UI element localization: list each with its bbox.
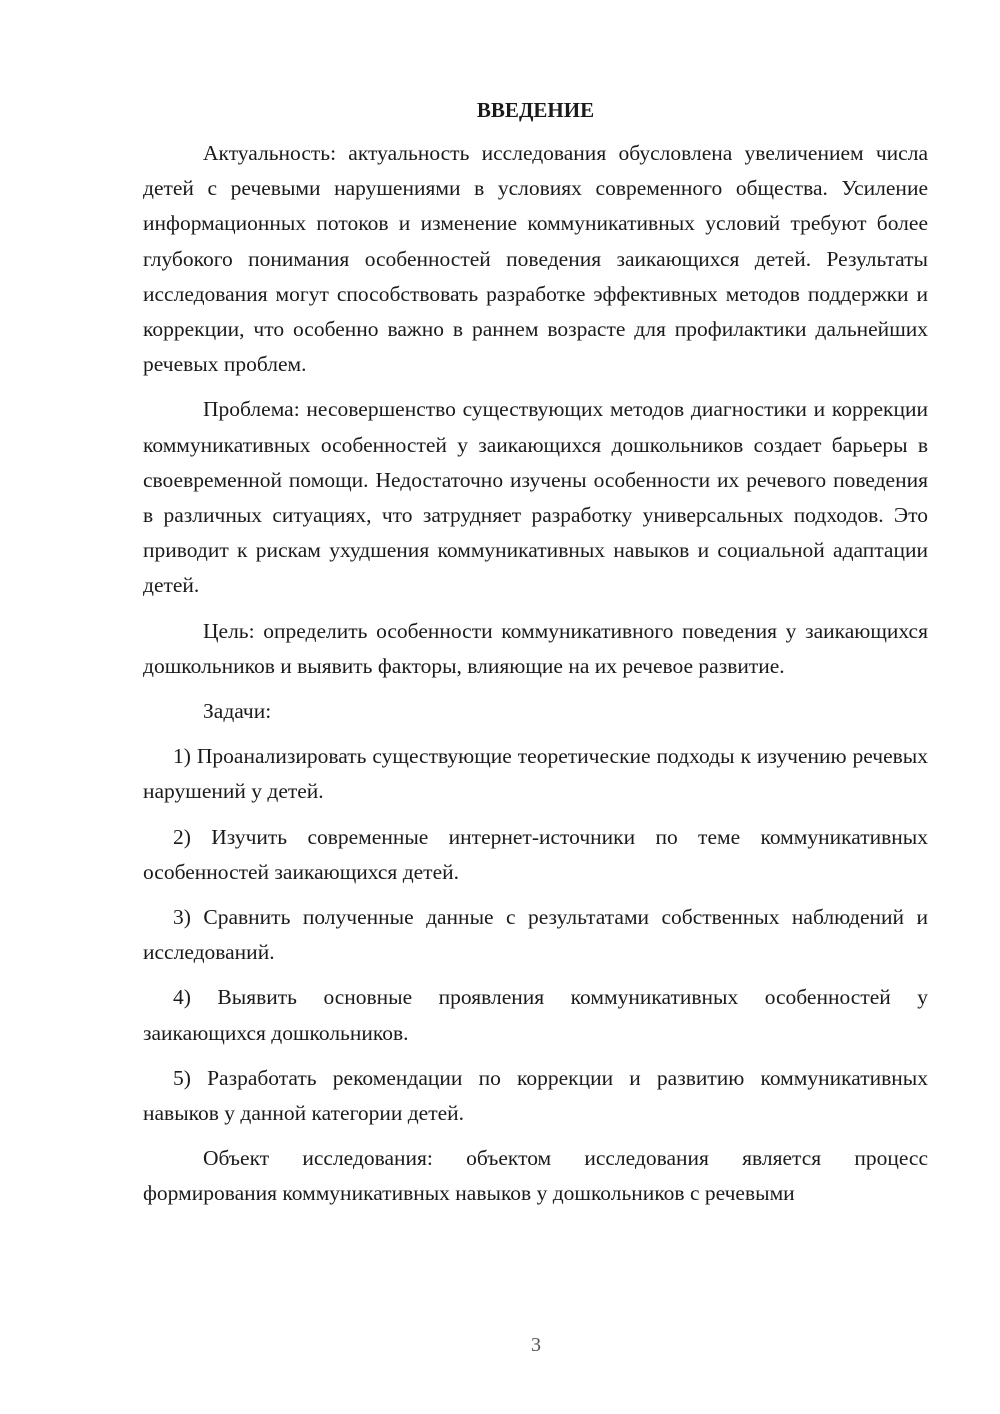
task-text: Выявить основные проявления коммуникативных особенностей у заикающихся дошкольников. bbox=[143, 985, 928, 1045]
task-number: 5) bbox=[173, 1065, 191, 1090]
task-text: Проанализировать существующие теоретические подходы к изучению речевых нарушений у детей. bbox=[143, 744, 929, 804]
task-number: 4) bbox=[173, 985, 191, 1010]
task-text: Сравнить полученные данные с результатами собственных наблюдений и исследований. bbox=[143, 905, 928, 965]
section-title: ВВЕДЕНИЕ bbox=[476, 98, 595, 122]
paragraph-object: Объект исследования: объектом исследования является процесс формирования коммуникативных навыков у дошкольников с речевыми bbox=[143, 1146, 928, 1206]
paragraph-goal: Цель: определить особенности коммуникативного поведения у заикающихся дошкольников и выявить факторы, влияющие на их речевое развитие. bbox=[143, 618, 928, 678]
task-item-4 bbox=[143, 980, 928, 1050]
paragraph-problem: Проблема: несовершенство существующих методов диагностики и коррекции коммуникативных особенностей у заикающихся дошкольников создает барьеры в своевременной помощи. Недостаточно изучены особенности их речевого поведения в различных ситуациях, что затрудняет разработку универсальных подходов. Это приводит к рискам ухудшения коммуникативных навыков и социальной адаптации детей. bbox=[143, 397, 928, 598]
task-item-2 bbox=[143, 820, 928, 890]
task-number: 1) bbox=[173, 744, 191, 769]
task-text: Разработать рекомендации по коррекции и развитию коммуникативных навыков у данной категории детей. bbox=[143, 1065, 928, 1126]
task-number: 3) bbox=[173, 905, 191, 930]
task-item-1 bbox=[143, 739, 928, 809]
task-text: Изучить современные интернет-источники по теме коммуникативных особенностей заикающихся детей. bbox=[143, 824, 928, 884]
task-item-5 bbox=[143, 1061, 928, 1131]
task-item-3 bbox=[143, 900, 928, 970]
task-number: 2) bbox=[173, 824, 191, 849]
document-page bbox=[143, 88, 928, 1222]
tasks-heading: Задачи: bbox=[203, 699, 272, 724]
paragraph-relevance: Актуальность: актуальность исследования обусловлена увеличением числа детей с речевыми нарушениями в условиях современного общества. Усиление информационных потоков и изменение коммуникативных условий требуют более глубокого понимания особенностей поведения заикающихся детей. Результаты исследования могут способствовать разработке эффективных методов поддержки и коррекции, что особенно важно в раннем возрасте для профилактики дальнейших речевых проблем. bbox=[143, 141, 928, 377]
page-number: 3 bbox=[531, 1334, 541, 1356]
